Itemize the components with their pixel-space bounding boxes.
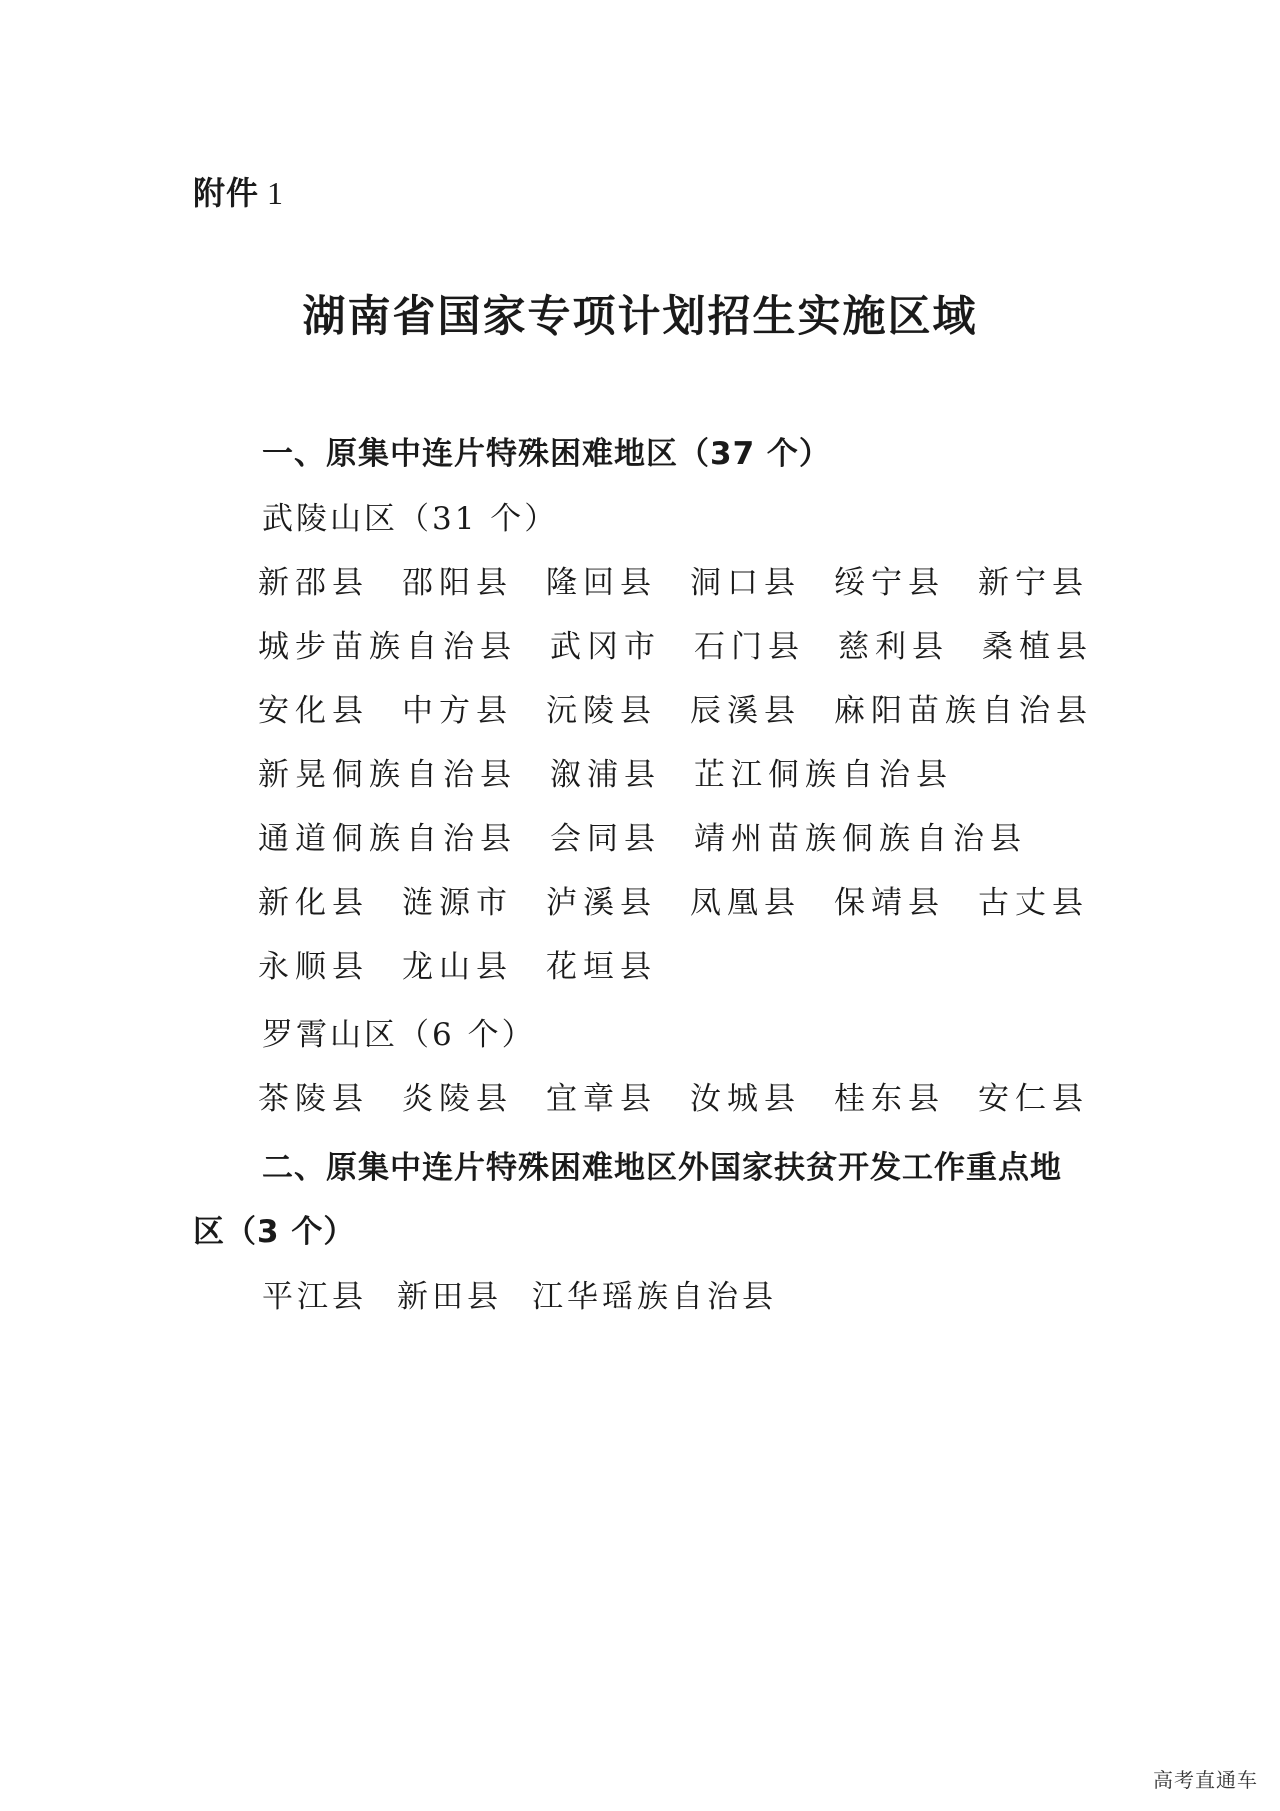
county-name: 城步苗族自治县 (258, 629, 517, 665)
section-1-heading: 一、原集中连片特殊困难地区（37 个） (262, 436, 831, 472)
county-name: 炎陵县 (402, 1081, 513, 1117)
county-name: 辰溪县 (690, 693, 801, 729)
county-row (258, 941, 690, 985)
document-title: 湖南省国家专项计划招生实施区域 (302, 292, 978, 342)
county-row (258, 813, 1060, 857)
county-name: 中方县 (402, 693, 513, 729)
county-name: 绥宁县 (834, 565, 945, 601)
county-name: 宜章县 (546, 1081, 657, 1117)
county-name: 桂东县 (834, 1081, 945, 1117)
section-2-heading-continued: 区（3 个） (193, 1214, 356, 1250)
county-name: 沅陵县 (546, 693, 657, 729)
county-name: 新化县 (258, 885, 369, 921)
attachment-label (193, 168, 284, 214)
county-name: 靖州苗族侗族自治县 (694, 821, 1027, 857)
county-name: 凤凰县 (690, 885, 801, 921)
county-name: 平江县 (262, 1279, 367, 1315)
county-name: 保靖县 (834, 885, 945, 921)
county-name: 溆浦县 (550, 757, 661, 793)
attachment-number: 1 (267, 175, 285, 211)
county-row (258, 685, 1126, 729)
county-name: 芷江侗族自治县 (694, 757, 953, 793)
county-name: 古丈县 (978, 885, 1089, 921)
section-2-heading: 二、原集中连片特殊困难地区外国家扶贫开发工作重点地 (262, 1150, 1062, 1186)
county-name: 安化县 (258, 693, 369, 729)
area-wuling-heading: 武陵山区（31 个） (262, 501, 559, 537)
county-name: 会同县 (550, 821, 661, 857)
county-name: 涟源市 (402, 885, 513, 921)
county-name: 麻阳苗族自治县 (834, 693, 1093, 729)
county-name: 茶陵县 (258, 1081, 369, 1117)
county-name: 新邵县 (258, 565, 369, 601)
attachment-text: 附件 (193, 174, 260, 212)
county-name: 武冈市 (550, 629, 661, 665)
county-row (258, 1073, 1122, 1117)
county-name: 桑植县 (982, 629, 1093, 665)
county-name: 新田县 (397, 1279, 502, 1315)
county-row (258, 749, 986, 793)
county-name: 石门县 (694, 629, 805, 665)
county-name: 永顺县 (258, 949, 369, 985)
county-name: 隆回县 (546, 565, 657, 601)
county-name: 花垣县 (546, 949, 657, 985)
county-row (262, 1271, 807, 1315)
area-luoxiao-heading: 罗霄山区（6 个） (262, 1017, 536, 1053)
county-name: 新晃侗族自治县 (258, 757, 517, 793)
county-name: 新宁县 (978, 565, 1089, 601)
county-name: 邵阳县 (402, 565, 513, 601)
county-row (258, 557, 1122, 601)
watermark: 高考直通车 (1153, 1768, 1258, 1792)
county-name: 慈利县 (838, 629, 949, 665)
county-name: 安仁县 (978, 1081, 1089, 1117)
county-name: 洞口县 (690, 565, 801, 601)
county-name: 汝城县 (690, 1081, 801, 1117)
county-name: 江华瑶族自治县 (532, 1279, 777, 1315)
county-name: 泸溪县 (546, 885, 657, 921)
county-row (258, 621, 1126, 665)
county-name: 通道侗族自治县 (258, 821, 517, 857)
county-row (258, 877, 1122, 921)
county-name: 龙山县 (402, 949, 513, 985)
